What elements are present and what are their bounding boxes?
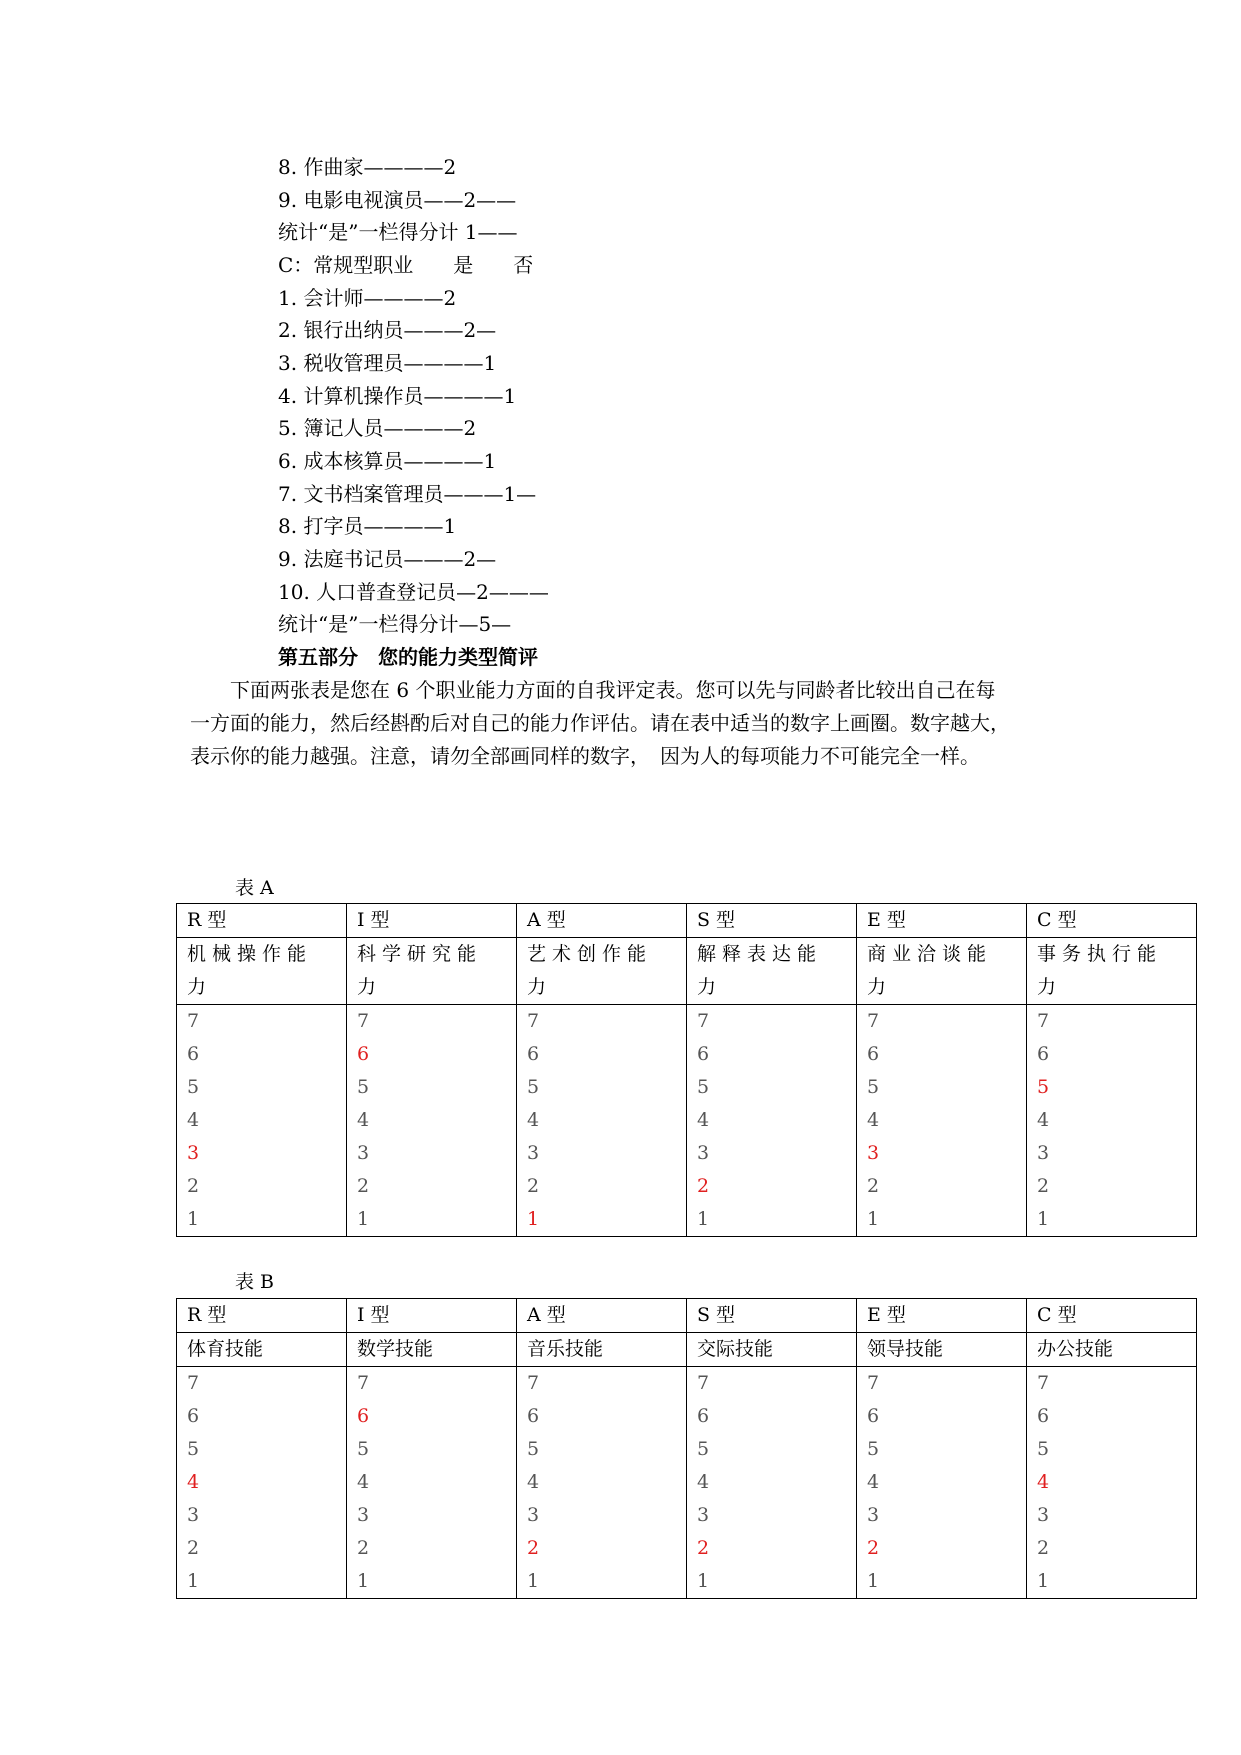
score-value[interactable]: 2 [867,1175,880,1197]
ability-cell: 商业洽谈能力 [857,938,1027,1005]
score-value[interactable]: 1 [697,1208,710,1230]
score-value[interactable]: 1 [1037,1570,1050,1592]
marked-score[interactable]: 2 [697,1537,710,1559]
scale-cell [177,1005,347,1237]
score-value[interactable]: 5 [697,1438,710,1460]
score-value[interactable]: 2 [357,1537,370,1559]
list-line: 3. 税收管理员————1 [278,351,497,375]
type-cell: I 型 [347,904,517,938]
type-cell: C 型 [1027,904,1197,938]
score-value[interactable]: 6 [187,1405,200,1427]
score-value[interactable]: 6 [867,1405,880,1427]
score-value[interactable]: 5 [357,1076,370,1098]
score-value[interactable]: 7 [697,1010,710,1032]
score-value[interactable]: 5 [187,1076,200,1098]
score-value[interactable]: 3 [867,1504,880,1526]
list-line: 7. 文书档案管理员———1— [278,482,537,506]
score-value[interactable]: 4 [697,1109,710,1131]
marked-score[interactable]: 2 [697,1175,710,1197]
score-value[interactable]: 5 [187,1438,200,1460]
score-value[interactable]: 1 [697,1570,710,1592]
score-value[interactable]: 4 [867,1471,880,1493]
marked-score[interactable]: 6 [357,1043,370,1065]
type-cell: A 型 [517,904,687,938]
list-line: C：常规型职业 是 否 [278,253,534,277]
score-value[interactable]: 5 [1037,1438,1050,1460]
ability-row [177,1333,1197,1367]
score-value[interactable]: 5 [527,1438,540,1460]
type-row [177,904,1197,938]
score-value[interactable]: 6 [697,1043,710,1065]
score-value[interactable]: 7 [867,1372,880,1394]
score-value[interactable]: 6 [867,1043,880,1065]
list-line: 统计“是”一栏得分计—5— [278,612,512,636]
score-value[interactable]: 2 [1037,1175,1050,1197]
score-value[interactable]: 3 [527,1142,540,1164]
score-value[interactable]: 2 [527,1175,540,1197]
score-value[interactable]: 1 [867,1208,880,1230]
score-value[interactable]: 1 [527,1570,540,1592]
score-value[interactable]: 7 [187,1010,200,1032]
score-value[interactable]: 2 [357,1175,370,1197]
list-line: 8. 打字员————1 [278,514,457,538]
score-value[interactable]: 7 [527,1010,540,1032]
score-value[interactable]: 3 [527,1504,540,1526]
ability-cell: 事务执行能力 [1027,938,1197,1005]
score-value[interactable]: 4 [527,1109,540,1131]
scale-cell [1027,1367,1197,1599]
score-value[interactable]: 4 [357,1471,370,1493]
list-line: 9. 法庭书记员———2— [278,547,497,571]
type-cell: I 型 [347,1299,517,1333]
ability-cell: 交际技能 [687,1333,857,1367]
score-value[interactable]: 6 [527,1043,540,1065]
ability-cell: 数学技能 [347,1333,517,1367]
ability-cell: 艺术创作能力 [517,938,687,1005]
score-value[interactable]: 6 [527,1405,540,1427]
marked-score[interactable]: 5 [1037,1076,1050,1098]
marked-score[interactable]: 6 [357,1405,370,1427]
ability-table-b [176,1298,1197,1599]
score-value[interactable]: 2 [187,1175,200,1197]
scale-cell [857,1005,1027,1237]
score-value[interactable]: 2 [187,1537,200,1559]
type-cell: R 型 [177,904,347,938]
type-cell: C 型 [1027,1299,1197,1333]
score-value[interactable]: 1 [867,1570,880,1592]
scale-row [177,1367,1197,1599]
list-line: 10. 人口普查登记员—2——— [278,580,549,604]
ability-row [177,938,1197,1005]
list-line: 6. 成本核算员————1 [278,449,497,473]
intro-paragraph [190,678,1070,777]
score-value[interactable]: 4 [1037,1109,1050,1131]
list-line: 1. 会计师————2 [278,286,457,310]
score-value[interactable]: 5 [527,1076,540,1098]
score-value[interactable]: 4 [357,1109,370,1131]
ability-cell: 领导技能 [857,1333,1027,1367]
type-cell: E 型 [857,1299,1027,1333]
type-cell: S 型 [687,904,857,938]
scale-cell [687,1367,857,1599]
intro-line: 下面两张表是您在 6 个职业能力方面的自我评定表。您可以先与同龄者比较出自己在每 [190,678,996,702]
list-line: 统计“是”一栏得分计 1—— [278,220,518,244]
score-value[interactable]: 7 [697,1372,710,1394]
score-value[interactable]: 4 [697,1471,710,1493]
type-cell: R 型 [177,1299,347,1333]
marked-score[interactable]: 1 [527,1208,540,1230]
score-value[interactable]: 3 [1037,1142,1050,1164]
section-heading: 第五部分 您的能力类型简评 [278,645,538,669]
score-value[interactable]: 5 [697,1076,710,1098]
scale-cell [517,1367,687,1599]
marked-score[interactable]: 2 [527,1537,540,1559]
scale-cell [517,1005,687,1237]
type-cell: A 型 [517,1299,687,1333]
scale-cell [1027,1005,1197,1237]
type-cell: S 型 [687,1299,857,1333]
ability-cell: 办公技能 [1027,1333,1197,1367]
table-a-caption: 表 A [235,877,274,899]
score-value[interactable]: 4 [867,1109,880,1131]
score-value[interactable]: 1 [187,1570,200,1592]
list-line: 4. 计算机操作员————1 [278,384,517,408]
scale-cell [177,1367,347,1599]
score-value[interactable]: 5 [867,1076,880,1098]
score-value[interactable]: 7 [867,1010,880,1032]
marked-score[interactable]: 4 [1037,1471,1050,1493]
ability-cell: 科学研究能力 [347,938,517,1005]
score-value[interactable]: 3 [697,1504,710,1526]
intro-line: 一方面的能力，然后经斟酌后对自己的能力作评估。请在表中适当的数字上画圈。数字越大， [190,711,1010,735]
score-value[interactable]: 7 [187,1372,200,1394]
list-line: 9. 电影电视演员——2—— [278,188,517,212]
score-value[interactable]: 4 [527,1471,540,1493]
list-line: 2. 银行出纳员———2— [278,318,497,342]
scale-cell [347,1367,517,1599]
ability-cell: 解释表达能力 [687,938,857,1005]
score-value[interactable]: 1 [1037,1208,1050,1230]
scale-cell [347,1005,517,1237]
list-line: 8. 作曲家————2 [278,155,457,179]
marked-score[interactable]: 3 [867,1142,880,1164]
score-value[interactable]: 5 [357,1438,370,1460]
scale-row [177,1005,1197,1237]
score-value[interactable]: 3 [187,1504,200,1526]
score-value[interactable]: 7 [1037,1010,1050,1032]
type-row [177,1299,1197,1333]
ability-cell: 机械操作能力 [177,938,347,1005]
score-value[interactable]: 3 [357,1504,370,1526]
score-value[interactable]: 5 [867,1438,880,1460]
type-cell: E 型 [857,904,1027,938]
marked-score[interactable]: 3 [187,1142,200,1164]
table-b-caption: 表 B [235,1271,275,1293]
score-value[interactable]: 1 [187,1208,200,1230]
score-value[interactable]: 3 [697,1142,710,1164]
score-value[interactable]: 6 [1037,1405,1050,1427]
score-value[interactable]: 6 [187,1043,200,1065]
score-value[interactable]: 6 [1037,1043,1050,1065]
score-value[interactable]: 3 [357,1142,370,1164]
ability-cell: 体育技能 [177,1333,347,1367]
marked-score[interactable]: 4 [187,1471,200,1493]
ability-table-a [176,903,1197,1237]
intro-line: 表示你的能力越强。注意，请勿全部画同样的数字， 因为人的每项能力不可能完全一样。 [190,744,980,768]
ability-cell: 音乐技能 [517,1333,687,1367]
score-value[interactable]: 7 [357,1372,370,1394]
score-value[interactable]: 6 [697,1405,710,1427]
score-value[interactable]: 7 [1037,1372,1050,1394]
score-value[interactable]: 1 [357,1570,370,1592]
score-value[interactable]: 2 [1037,1537,1050,1559]
score-value[interactable]: 7 [357,1010,370,1032]
scale-cell [687,1005,857,1237]
scale-cell [857,1367,1027,1599]
score-value[interactable]: 4 [187,1109,200,1131]
score-value[interactable]: 1 [357,1208,370,1230]
score-value[interactable]: 3 [1037,1504,1050,1526]
list-line: 5. 簿记人员————2 [278,416,477,440]
score-value[interactable]: 7 [527,1372,540,1394]
marked-score[interactable]: 2 [867,1537,880,1559]
